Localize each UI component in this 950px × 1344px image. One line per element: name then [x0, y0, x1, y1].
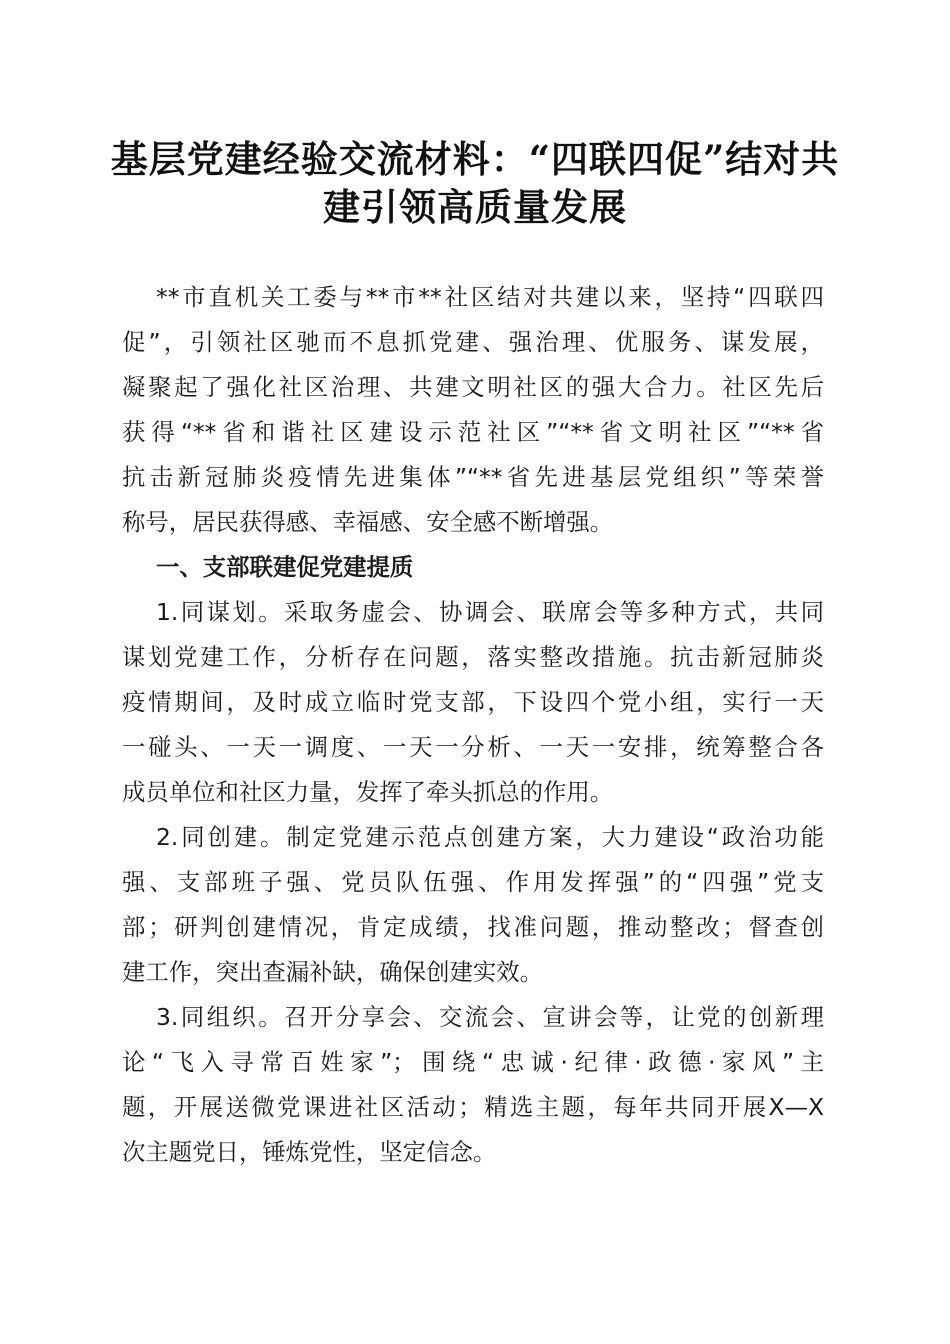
item-2-paragraph [122, 815, 824, 995]
document-body [122, 275, 824, 1175]
paragraph-line: 抗击新冠肺炎疫情先进集体”“**省先进基层党组织”等荣誉 [122, 463, 824, 491]
paragraph-line: 3.同组织。召开分享会、交流会、宣讲会等，让党的创新理 [156, 1003, 824, 1031]
document-title-line-1: 基层党建经验交流材料：“四联四促”结对共 [110, 137, 840, 181]
paragraph-line: 疫情期间，及时成立临时党支部，下设四个党小组，实行一天 [122, 688, 824, 716]
paragraph-line: 凝聚起了强化社区治理、共建文明社区的强大合力。社区先后 [122, 373, 824, 401]
paragraph-line: 1.同谋划。采取务虚会、协调会、联席会等多种方式，共同 [156, 598, 824, 626]
paragraph-line: **市直机关工委与**市**社区结对共建以来，坚持“四联四 [156, 283, 824, 311]
paragraph-line: 强、支部班子强、党员队伍强、作用发挥强”的“四强”党支 [122, 868, 824, 896]
paragraph-line: 谋划党建工作，分析存在问题，落实整改措施。抗击新冠肺炎 [122, 643, 824, 671]
paragraph-line: 部；研判创建情况，肯定成绩，找准问题，推动整改；督查创 [122, 913, 824, 941]
paragraph-line: 一碰头、一天一调度、一天一分析、一天一安排，统筹整合各 [122, 733, 824, 761]
paragraph-line: 获得“**省和谐社区建设示范社区”“**省文明社区”“**省 [122, 418, 824, 446]
item-1-paragraph [122, 590, 824, 815]
item-3-paragraph [122, 995, 824, 1175]
paragraph-line: 次主题党日，锤炼党性，坚定信念。 [122, 1138, 497, 1166]
paragraph-line: 论“飞入寻常百姓家”；围绕“忠诚·纪律·政德·家风”主 [122, 1048, 824, 1076]
paragraph-line: 建工作，突出查漏补缺，确保创建实效。 [122, 958, 544, 986]
document-title-line-2: 建引领高质量发展 [323, 185, 627, 229]
intro-paragraph [122, 275, 824, 545]
section-heading: 一、支部联建促党建提质 [156, 553, 414, 581]
paragraph-line: 称号，居民获得感、幸福感、安全感不断增强。 [122, 508, 614, 536]
paragraph-line: 题，开展送微党课进社区活动；精选主题，每年共同开展X—X [122, 1093, 824, 1121]
paragraph-line: 促”，引领社区驰而不息抓党建、强治理、优服务、谋发展， [122, 328, 824, 356]
paragraph-line: 成员单位和社区力量，发挥了牵头抓总的作用。 [122, 778, 614, 806]
paragraph-line: 2.同创建。制定党建示范点创建方案，大力建设“政治功能 [156, 823, 824, 851]
